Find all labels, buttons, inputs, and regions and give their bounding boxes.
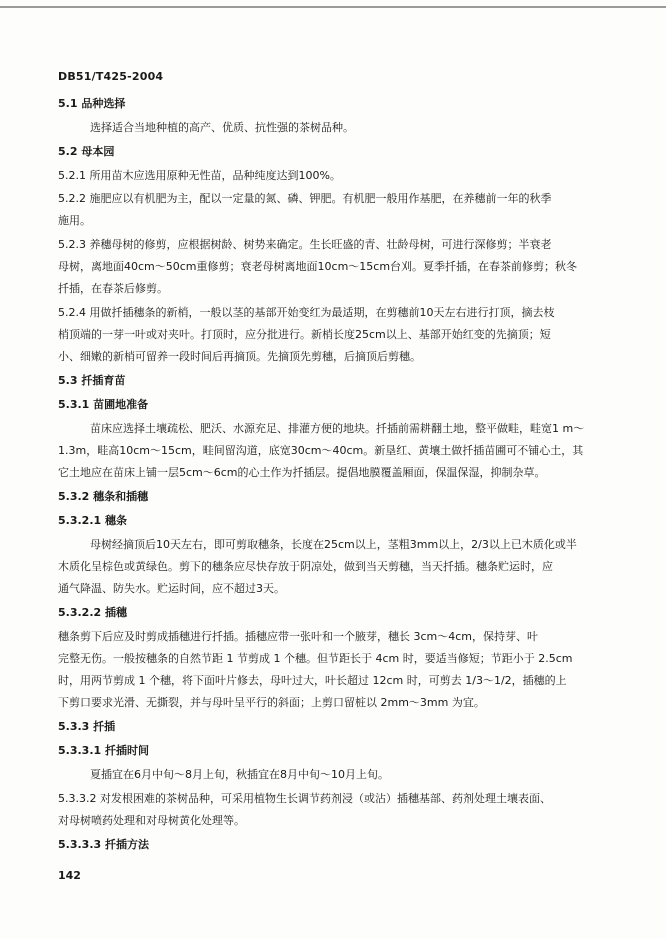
paragraph-line: 下剪口要求光滑、无撕裂，并与母叶呈平行的斜面；上剪口留桩以 2mm～3mm 为宜。 <box>58 696 485 709</box>
paragraph-line: 木质化呈棕色或黄绿色。剪下的穗条应尽快存放于阴凉处，做到当天剪穗，当天扦插。穗条贮运时，应 <box>58 560 553 573</box>
paragraph-line: 5.2.1 所用苗木应选用原种无性苗，品种纯度达到100%。 <box>58 169 341 182</box>
standard-code-header: DB51/T425-2004 <box>58 70 164 83</box>
section-heading: 5.2 母本园 <box>58 145 115 158</box>
section-heading: 5.3.2 穗条和插穗 <box>58 490 149 503</box>
paragraph-line: 1.3m，畦高10cm～15cm，畦间留沟道，底宽30cm～40cm。新垦红、黄壤土做扦插苗圃可不铺心土，其 <box>58 444 584 457</box>
paragraph-line: 时，用两节剪成 1 个穗，将下面叶片修去，母叶过大，叶长超过 12cm 时，可剪去 1/3～1/2，插穗的上 <box>58 674 567 687</box>
section-heading: 5.1 品种选择 <box>58 97 126 110</box>
paragraph-line: 通气降温、防失水。贮运时间，应不超过3天。 <box>58 582 285 595</box>
section-heading: 5.3.2.2 插穗 <box>58 606 127 619</box>
paragraph-line: 梢顶端的一芽一叶或对夹叶。打顶时，应分批进行。新梢长度25cm以上、基部开始红变的先摘顶；短 <box>58 328 551 341</box>
section-heading: 5.3.3 扦插 <box>58 720 116 733</box>
paragraph-line: 穗条剪下后应及时剪成插穗进行扦插。插穗应带一张叶和一个腋芽，穗长 3cm～4cm，保持芽、叶 <box>58 630 539 643</box>
paragraph-line: 完整无伤。一般按穗条的自然节距 1 节剪成 1 个穗。但节距长于 4cm 时，要适当修短；节距小于 2.5cm <box>58 652 573 665</box>
paragraph-line: 苗床应选择土壤疏松、肥沃、水源充足、排灌方便的地块。扦插前需耕翻土地，整平做畦，畦宽1 m～ <box>90 422 585 435</box>
paragraph-line: 夏插宜在6月中旬～8月上旬，秋插宜在8月中旬～10月上旬。 <box>90 768 389 781</box>
page-number: 142 <box>58 869 81 882</box>
paragraph-line: 5.2.4 用做扦插穗条的新梢，一般以茎的基部开始变红为最适期，在剪穗前10天左右进行打顶，摘去枝 <box>58 306 555 319</box>
section-heading: 5.3 扦插育苗 <box>58 374 126 387</box>
paragraph-line: 5.2.3 养穗母树的修剪，应根据树龄、树势来确定。生长旺盛的青、壮龄母树，可进行深修剪；半衰老 <box>58 238 552 251</box>
scan-edge-rule <box>0 6 666 8</box>
paragraph-line: 选择适合当地种植的高产、优质、抗性强的茶树品种。 <box>90 121 354 134</box>
paragraph-line: 小、细嫩的新梢可留养一段时间后再摘顶。先摘顶先剪穗，后摘顶后剪穗。 <box>58 350 421 363</box>
section-heading: 5.3.1 苗圃地准备 <box>58 398 149 411</box>
paragraph-line: 母树，离地面40cm～50cm重修剪；衰老母树离地面10cm～15cm台刈。夏季扦插，在春茶前修剪；秋冬 <box>58 260 578 273</box>
paragraph-line: 母树经摘顶后10天左右，即可剪取穗条，长度在25cm以上，茎粗3mm以上，2/3以上已木质化或半 <box>90 538 577 551</box>
paragraph-line: 它土地应在苗床上铺一层5cm～6cm的心土作为扦插层。提倡地膜覆盖厢面，保温保湿，抑制杂草。 <box>58 466 546 479</box>
section-heading: 5.3.3.3 扦插方法 <box>58 838 149 851</box>
section-heading: 5.3.2.1 穗条 <box>58 514 127 527</box>
paragraph-line: 5.3.3.2 对发根困难的茶树品种，可采用植物生长调节药剂浸（或沾）插穗基部、药剂处理土壤表面、 <box>58 792 551 805</box>
paragraph-line: 扦插，在春茶后修剪。 <box>58 282 168 295</box>
paragraph-line: 对母树喷药处理和对母树黄化处理等。 <box>58 814 245 827</box>
section-heading: 5.3.3.1 扦插时间 <box>58 744 149 757</box>
paragraph-line: 5.2.2 施肥应以有机肥为主，配以一定量的氮、磷、钾肥。有机肥一般用作基肥，在养穗前一年的秋季 <box>58 192 552 205</box>
paragraph-line: 施用。 <box>58 214 91 227</box>
